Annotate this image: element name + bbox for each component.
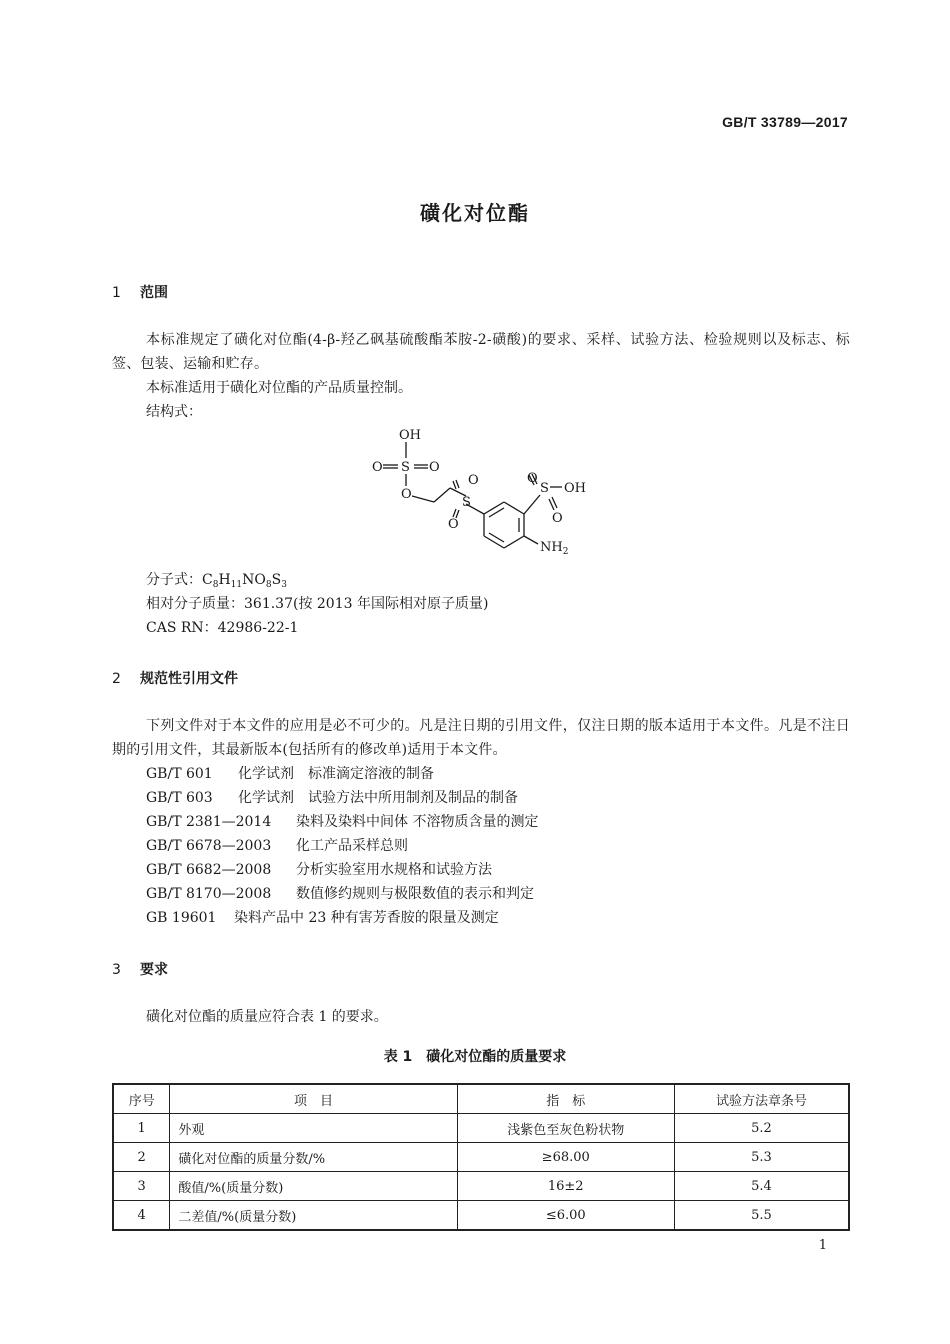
o-right-label: O: [429, 460, 440, 475]
reference-item: [146, 906, 499, 930]
cell-spec: ≥68.00: [457, 1143, 674, 1172]
section-3-heading: [112, 959, 168, 979]
section-2-title: 规范性引用文件: [140, 671, 238, 687]
section-3-title: 要求: [140, 962, 168, 978]
o-left-label: O: [372, 460, 383, 475]
formula-o-sub: 8: [265, 580, 272, 590]
cell-method: 5.5: [674, 1201, 849, 1231]
section-3-number: 3: [112, 962, 121, 978]
oh-top-label: OH: [399, 428, 421, 443]
scope-paragraph: 本标准规定了磺化对位酯(4-β-羟乙砜基硫酸酯苯胺-2-磺酸)的要求、采样、试验方法、检验规则以及标志、标签、包装、运输和贮存。: [112, 332, 850, 372]
standard-code: GB/T 33789—2017: [722, 114, 848, 130]
reference-item: [146, 858, 492, 882]
o-bridge-label: O: [401, 487, 412, 502]
document-title: 磺化对位酯: [420, 201, 530, 225]
reference-title: 分析实验室用水规格和试验方法: [296, 862, 492, 878]
formula-h-sub: 11: [230, 580, 243, 590]
cell-method: 5.3: [674, 1143, 849, 1172]
section-1-number: 1: [112, 285, 121, 301]
cell-item: 外观: [170, 1114, 457, 1143]
reference-item: [146, 786, 518, 810]
structure-label: 结构式：: [146, 404, 202, 420]
header-item: 项 目: [170, 1084, 457, 1114]
formula-s-sub: 3: [281, 580, 287, 590]
header-spec: 指 标: [457, 1084, 674, 1114]
s-sulfate-label: S: [401, 460, 410, 475]
table-caption: 表 1 磺化对位酯的质量要求: [383, 1049, 567, 1065]
table-header-row: [113, 1084, 849, 1114]
table-row: [113, 1201, 849, 1231]
section-2-number: 2: [112, 671, 121, 687]
reference-code: GB/T 6678—2003: [146, 838, 272, 854]
reference-code: GB/T 8170—2008: [146, 886, 272, 902]
reference-code: GB/T 603: [146, 790, 213, 806]
cell-item: 酸值/%(质量分数): [170, 1172, 457, 1201]
nh2-subscript: 2: [562, 547, 569, 557]
cell-index: 4: [113, 1201, 170, 1231]
reference-title: 化学试剂 标准滴定溶液的制备: [238, 766, 434, 782]
formula-s: S: [271, 572, 282, 588]
reference-code: GB/T 601: [146, 766, 213, 782]
section-1-heading: [112, 282, 168, 302]
scope-applicability: 本标准适用于磺化对位酯的产品质量控制。: [146, 380, 412, 396]
reference-item: [146, 810, 538, 834]
cell-method: 5.4: [674, 1172, 849, 1201]
section-1-title: 范围: [140, 285, 168, 301]
nh2-main: NH: [540, 540, 563, 555]
nh2-label: [540, 540, 568, 557]
header-index: 序号: [113, 1084, 170, 1114]
cell-spec: 浅紫色至灰色粉状物: [457, 1114, 674, 1143]
cell-index: 3: [113, 1172, 170, 1201]
formula-h: H: [218, 572, 231, 588]
cell-method: 5.2: [674, 1114, 849, 1143]
section-2-heading: [112, 668, 238, 688]
reference-title: 化学试剂 试验方法中所用制剂及制品的制备: [238, 790, 518, 806]
reference-item: [146, 834, 408, 858]
formula-c-sub: 8: [212, 580, 219, 590]
reference-item: [146, 882, 534, 906]
formula-c: C: [202, 572, 213, 588]
o-sulfone-bottom-label: O: [448, 517, 459, 532]
o-sulfone-top-label: O: [468, 473, 479, 488]
cell-item: 磺化对位酯的质量分数/%: [170, 1143, 457, 1172]
structural-formula: [362, 424, 602, 564]
quality-requirements-table: [112, 1083, 850, 1231]
reference-item: [146, 762, 434, 786]
cell-spec: ≤6.00: [457, 1201, 674, 1231]
cell-spec: 16±2: [457, 1172, 674, 1201]
reference-title: 染料产品中 23 种有害芳香胺的限量及测定: [234, 910, 499, 926]
formula-no: NO: [242, 572, 266, 588]
references-paragraph: 下列文件对于本文件的应用是必不可少的。凡是注日期的引用文件，仅注日期的版本适用于本文件。凡是不注日期的引用文件，其最新版本(包括所有的修改单)适用于本文件。: [112, 718, 850, 758]
reference-code: GB/T 2381—2014: [146, 814, 272, 830]
cell-index: 1: [113, 1114, 170, 1143]
reference-title: 化工产品采样总则: [296, 838, 408, 854]
o-sulfonic-top-label: O: [527, 471, 538, 486]
page-number: 1: [818, 1238, 827, 1253]
cell-item: 二差值/%(质量分数): [170, 1201, 457, 1231]
reference-code: GB 19601: [146, 910, 217, 926]
cas-number: CAS RN：42986-22-1: [146, 620, 299, 636]
reference-title: 数值修约规则与极限数值的表示和判定: [296, 886, 534, 902]
header-method: 试验方法章条号: [674, 1084, 849, 1114]
molecular-mass: 相对分子质量：361.37(按 2013 年国际相对原子质量): [146, 596, 489, 612]
table-row: [113, 1114, 849, 1143]
s-sulfone-label: S: [462, 495, 471, 510]
s-sulfonic-label: S: [540, 481, 549, 496]
table-row: [113, 1172, 849, 1201]
requirements-paragraph: 磺化对位酯的质量应符合表 1 的要求。: [146, 1009, 388, 1025]
reference-code: GB/T 6682—2008: [146, 862, 272, 878]
table-row: [113, 1143, 849, 1172]
reference-title: 染料及染料中间体 不溶物质含量的测定: [296, 814, 539, 830]
oh-right-label: OH: [564, 481, 586, 496]
cell-index: 2: [113, 1143, 170, 1172]
o-sulfonic-bottom-label: O: [552, 511, 563, 526]
formula-label: 分子式：: [146, 572, 202, 588]
